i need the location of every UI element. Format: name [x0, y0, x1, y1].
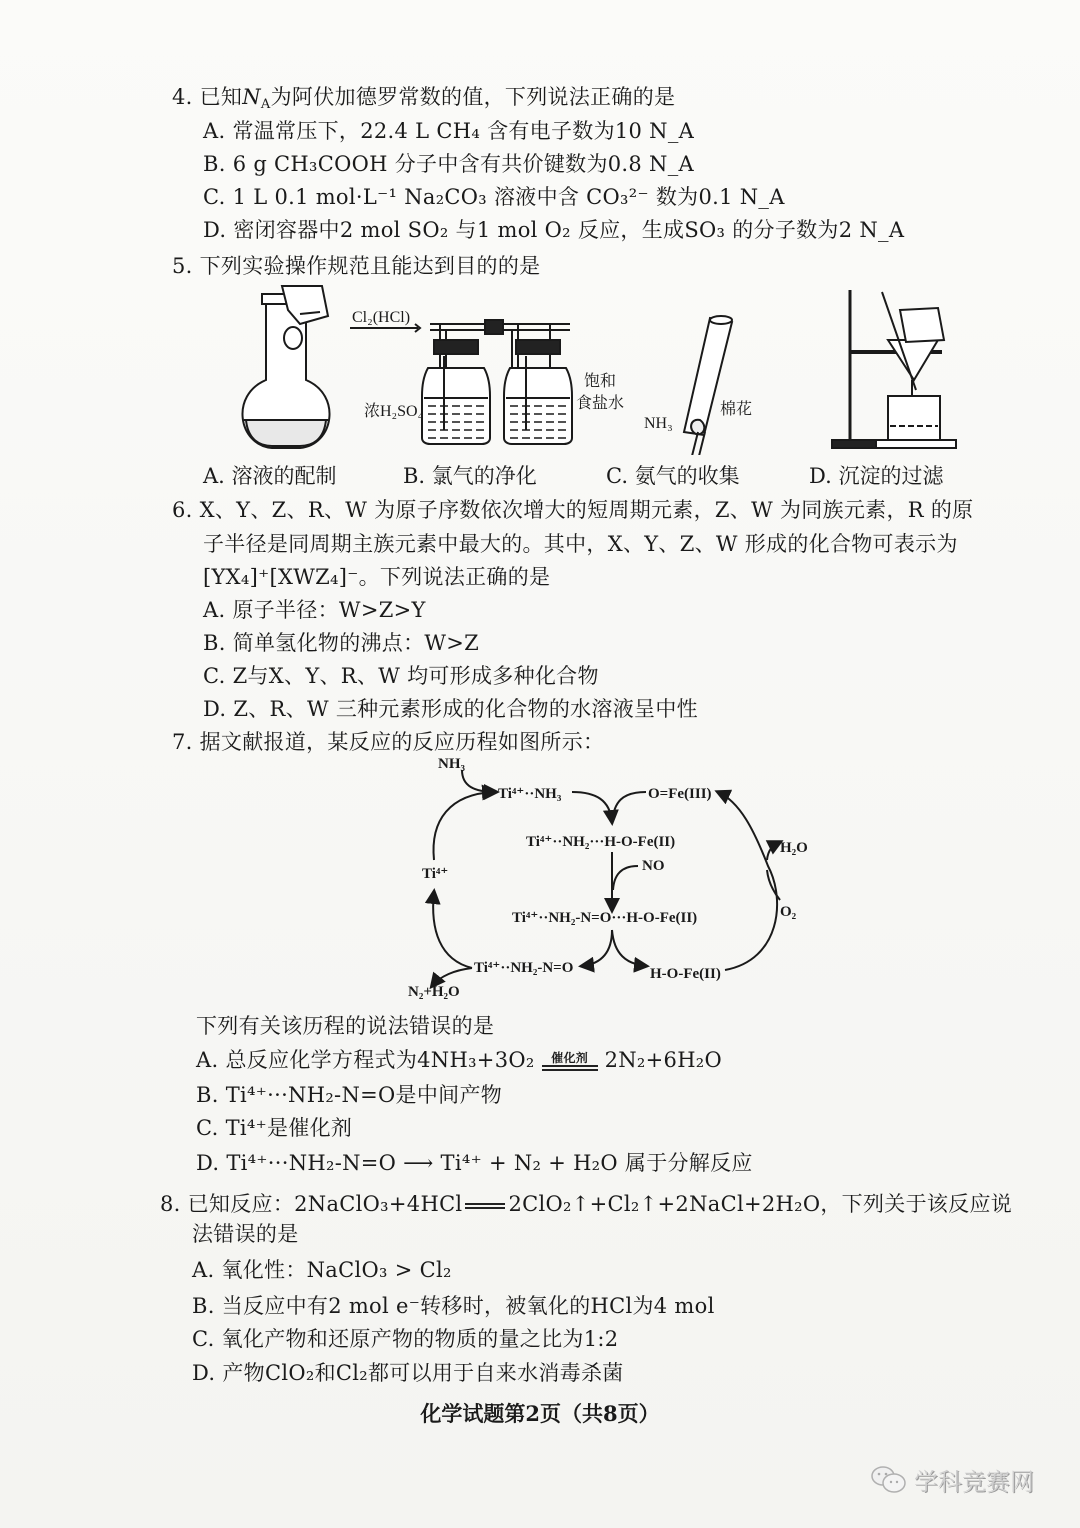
- label-brine-2: 食盐水: [576, 395, 625, 412]
- q5-option-c[interactable]: [606, 462, 740, 490]
- q8-option-c[interactable]: [192, 1325, 618, 1353]
- catalyst-label: 催化剂: [551, 1051, 589, 1065]
- option-text: 密闭容器中2 mol SO₂ 与1 mol O₂ 反应，生成SO₃ 的分子数为2 N_A: [233, 218, 905, 242]
- q6-stem-line-1: [172, 496, 973, 524]
- q4-stem-post: 为阿伏加德罗常数的值，下列说法正确的是: [270, 85, 676, 109]
- q5-option-a[interactable]: [203, 462, 337, 490]
- q6-option-a[interactable]: [203, 596, 426, 624]
- label-cl2-hcl: Cl₂(HCl): [352, 309, 411, 326]
- option-text: 氧化性：NaClO₃ > Cl₂: [221, 1258, 452, 1282]
- q6-stem-text-1: X、Y、Z、R、W 为原子序数依次增大的短周期元素，Z、W 为同族元素，R 的原: [199, 498, 974, 522]
- option-label: B.: [192, 1294, 215, 1318]
- option-label: A.: [192, 1258, 215, 1282]
- option-text: 当反应中有2 mol e⁻转移时，被氧化的HCl为4 mol: [221, 1294, 715, 1318]
- q8-number: 8.: [160, 1192, 181, 1216]
- q4-na-sub: A: [260, 97, 271, 112]
- q7-reaction-mechanism-diagram: [400, 750, 840, 1010]
- q4-option-a[interactable]: [203, 117, 694, 145]
- q7-sub-stem: 下列有关该历程的说法错误的是: [196, 1014, 495, 1038]
- gas-washing-bottles-icon: [350, 320, 572, 444]
- q8-stem-pre: 已知反应：2NaClO₃+4HCl: [187, 1192, 463, 1216]
- option-text: 常温常压下，22.4 L CH₄ 含有电子数为10 N_A: [232, 119, 695, 143]
- option-label: D.: [196, 1151, 220, 1175]
- option-text: 简单氢化物的沸点：W>Z: [232, 631, 480, 655]
- option-text: 溶液的配制: [231, 464, 337, 488]
- q6-option-d[interactable]: [203, 695, 698, 723]
- volumetric-flask-icon: [242, 286, 329, 448]
- q4-na: N: [242, 85, 261, 109]
- wechat-icon: [870, 1465, 908, 1495]
- q5-option-b[interactable]: [403, 462, 537, 490]
- option-text: Ti⁴⁺是催化剂: [225, 1116, 353, 1140]
- option-text: 氧化产物和还原产物的物质的量之比为1:2: [221, 1327, 619, 1351]
- q7-option-a[interactable]: [196, 1046, 722, 1074]
- filtration-stand-icon: [832, 290, 956, 448]
- option-label: C.: [196, 1116, 219, 1140]
- test-tube-icon: [650, 316, 732, 455]
- option-label: A.: [203, 464, 225, 488]
- option-label: A.: [203, 119, 226, 143]
- species-ti-nh2no: Ti⁴⁺··NH₂-N=O: [474, 960, 574, 976]
- species-hofe2: H-O-Fe(II): [650, 966, 721, 982]
- species-ti4: Ti⁴⁺: [422, 866, 449, 882]
- q7-option-b[interactable]: [196, 1081, 502, 1109]
- label-h2so4: 浓H₂SO₄: [364, 403, 424, 420]
- option-text: 产物ClO₂和Cl₂都可以用于自来水消毒杀菌: [222, 1361, 624, 1385]
- option-text: Ti⁴⁺···NH₂-N=O ⟶ Ti⁴⁺ + N₂ + H₂O 属于分解反应: [226, 1151, 753, 1175]
- option-label: D.: [192, 1361, 216, 1385]
- q4-option-d[interactable]: [203, 216, 904, 244]
- page-footer: 化学试题第2页（共8页）: [420, 1401, 660, 1426]
- q8-stem-line-2: 法错误的是: [192, 1222, 299, 1246]
- label-brine-1: 饱和: [584, 373, 617, 390]
- option-label: C.: [203, 664, 226, 688]
- option-text-post: 2N₂+6H₂O: [604, 1048, 723, 1072]
- q6-number: 6.: [172, 498, 193, 522]
- option-label: D.: [203, 697, 227, 721]
- q7-number: 7.: [172, 730, 193, 754]
- option-label: B.: [203, 152, 226, 176]
- option-label: C.: [203, 185, 226, 209]
- label-nh3: NH₃: [644, 415, 673, 432]
- q4-stem: [172, 83, 675, 111]
- q8-option-d[interactable]: [192, 1359, 624, 1387]
- option-text: 原子半径：W>Z>Y: [232, 598, 426, 622]
- option-label: C.: [606, 464, 628, 488]
- option-label: C.: [192, 1327, 215, 1351]
- label-cotton: 棉花: [720, 401, 753, 418]
- equals-sign: [465, 1203, 505, 1209]
- option-text: 沉淀的过滤: [838, 464, 944, 488]
- option-text: Z、R、W 三种元素形成的化合物的水溶液呈中性: [233, 697, 698, 721]
- q6-option-b[interactable]: [203, 629, 479, 657]
- option-label: D.: [809, 464, 832, 488]
- species-no: NO: [642, 858, 665, 874]
- species-o2: O₂: [780, 904, 797, 920]
- option-label: B.: [196, 1083, 219, 1107]
- q7-option-d[interactable]: [196, 1149, 753, 1177]
- option-text: Ti⁴⁺···NH₂-N=O是中间产物: [225, 1083, 503, 1107]
- q7-stem-text: 据文献报道，某反应的反应历程如图所示：: [199, 730, 605, 754]
- watermark: [870, 1462, 1034, 1497]
- option-label: D.: [203, 218, 227, 242]
- q5-apparatus-figure: [200, 280, 980, 455]
- q8-option-b[interactable]: [192, 1292, 715, 1320]
- species-o-fe3: O=Fe(III): [648, 786, 712, 802]
- q5-number: 5.: [172, 254, 193, 278]
- option-label: B.: [403, 464, 426, 488]
- watermark-text: 学科竞赛网: [914, 1468, 1034, 1496]
- option-label: B.: [203, 631, 226, 655]
- catalyst-equals-sign: [542, 1052, 598, 1071]
- q8-stem-post: 2ClO₂↑+Cl₂↑+2NaCl+2H₂O，下列关于该反应说: [508, 1192, 1013, 1216]
- option-text: 6 g CH₃COOH 分子中含有共价键数为0.8 N_A: [232, 152, 694, 176]
- q6-stem-line-2: 子半径是同周期主族元素中最大的。其中，X、Y、Z、W 形成的化合物可表示为: [203, 532, 958, 556]
- option-label: A.: [196, 1048, 219, 1072]
- q4-option-c[interactable]: [203, 183, 785, 211]
- q8-option-a[interactable]: [192, 1256, 452, 1284]
- q4-option-b[interactable]: [203, 150, 694, 178]
- option-text: 氯气的净化: [431, 464, 537, 488]
- species-h2o: H₂O: [780, 840, 808, 856]
- q7-option-c[interactable]: [196, 1114, 352, 1142]
- q4-number: 4.: [172, 85, 193, 109]
- q4-stem-pre: 已知: [199, 85, 243, 109]
- option-text: 1 L 0.1 mol·L⁻¹ Na₂CO₃ 溶液中含 CO₃²⁻ 数为0.1 N_A: [232, 185, 785, 209]
- q5-option-d[interactable]: [809, 462, 943, 490]
- species-ti-nh2-hofe: Ti⁴⁺··NH₂···H-O-Fe(II): [526, 834, 676, 850]
- q5-stem: [172, 252, 540, 280]
- species-ti-nh2no-hofe: Ti⁴⁺··NH₂-N=O···H-O-Fe(II): [512, 910, 698, 926]
- species-nh3: NH₃: [438, 756, 465, 772]
- q5-stem-text: 下列实验操作规范且能达到目的的是: [199, 254, 541, 278]
- option-text: Z与X、Y、R、W 均可形成多种化合物: [232, 664, 599, 688]
- option-label: A.: [203, 598, 226, 622]
- species-ti-nh3: Ti⁴⁺··NH₃: [498, 786, 562, 802]
- q6-stem-line-3: [YX₄]⁺[XWZ₄]⁻。下列说法正确的是: [203, 565, 551, 589]
- option-text: 氨气的收集: [634, 464, 740, 488]
- q6-option-c[interactable]: [203, 662, 599, 690]
- q8-stem-line-1: [160, 1190, 1012, 1218]
- option-text-pre: 总反应化学方程式为4NH₃+3O₂: [225, 1048, 535, 1072]
- species-n2-h2o: N₂+H₂O: [408, 984, 460, 1000]
